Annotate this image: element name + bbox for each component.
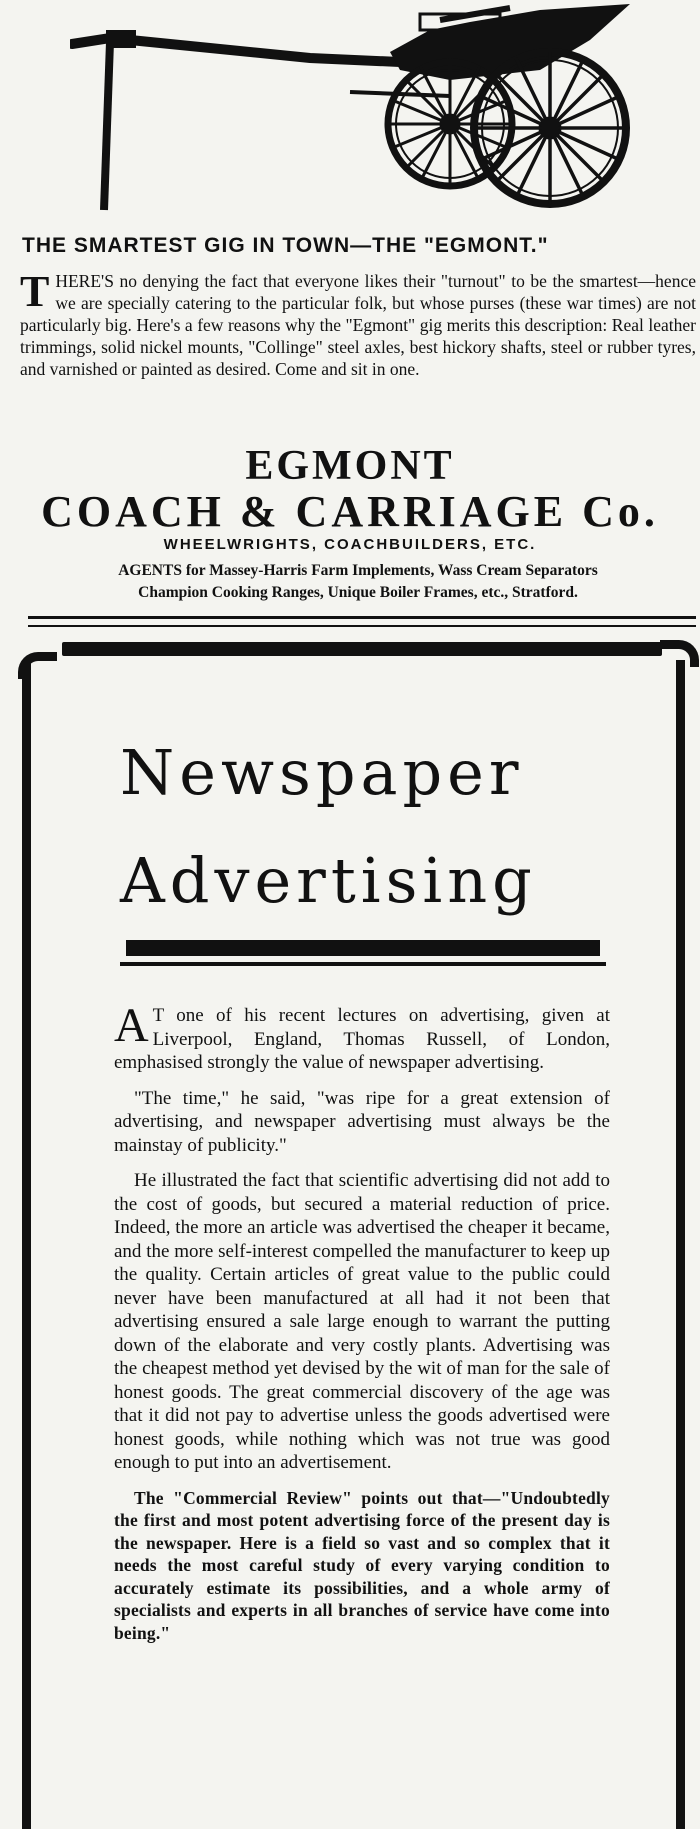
ad-body-paragraph: HERE'S no denying the fact that everyone likes their "turnout" to be the smartest—hence we are specially catering to the particular folk, but whose purses (these war times) are not particularly big. Here's a few reasons why the "Egmont" gig merits this description: Real leather trimmings, solid nickel mounts, "Collinge" steel axles, best hickory shafts, steel or rubber tyres, and varnished or painted as desired. Come and sit in one. [20, 271, 696, 379]
title-underline-bar [126, 940, 600, 956]
title-underline-rule [120, 962, 606, 966]
divider-rule [28, 616, 696, 619]
agents-text [18, 560, 698, 604]
divider-rule-thin [28, 625, 696, 627]
company-name-line1: EGMONT [245, 443, 455, 489]
article-paragraph: "The time," he said, "was ripe for a great extension of advertising, and newspaper advertising must always be the mainstay of publicity." [114, 1087, 610, 1156]
frame-right-border [676, 660, 685, 1829]
agents-line1: AGENTS for Massey-Harris Farm Implements, Wass Cream Separators [118, 562, 598, 579]
ad-body-text [20, 267, 696, 380]
gig-illustration [70, 0, 630, 232]
drop-cap: A [114, 999, 149, 1052]
article-title-line2: Advertising [120, 844, 537, 917]
article-paragraph: He illustrated the fact that scientific advertising did not add to the cost of goods, but secured a material reduction of price. Indeed, the more an article was advertised the cheaper it became, and the more self-interest compelled the manufacturer to keep up the quality. Certain articles of great value to the public could never have been manufactured at all had it not been that advertising ensured a sale large enough to warrant the putting down of the elaborate and very costly plants. Advertising was the cheapest method yet devised by the wit of man for the sale of honest goods. The great commercial discovery of the age was that it did not pay to advertise unless the goods advertised were honest goods, while nothing which was not true was good enough to put into an advertisement. [114, 1170, 610, 1473]
company-trades: WHEELWRIGHTS, COACHBUILDERS, ETC. [163, 536, 537, 553]
egmont-advertisement [0, 0, 700, 640]
article-paragraph: The "Commercial Review" points out that—"Undoubtedly the first and most potent advertising force of the present day is the newspaper. Here is a field so vast and so complex that it needs the most careful study of every varying condition to accurately estimate its possibilities, and a whole army of specialists and experts in all branches of service have come into being." [114, 1487, 610, 1643]
agents-line2: Champion Cooking Ranges, Unique Boiler Frames, etc., Stratford. [138, 584, 578, 601]
drop-cap: T [20, 267, 50, 316]
article-body [114, 999, 610, 1656]
frame-top-border [62, 642, 662, 656]
company-name-line2: COACH & CARRIAGE Co. [41, 487, 659, 536]
article-title-line1: Newspaper [120, 736, 524, 809]
frame-left-border [22, 660, 31, 1829]
ad-headline: THE SMARTEST GIG IN TOWN—THE "EGMONT." [22, 234, 549, 257]
paragraph-text: T one of his recent lectures on advertising, given at Liverpool, England, Thomas Russell, of London, emphasised strongly the value of newspaper advertising. [114, 1005, 610, 1073]
article-paragraph [114, 999, 610, 1075]
